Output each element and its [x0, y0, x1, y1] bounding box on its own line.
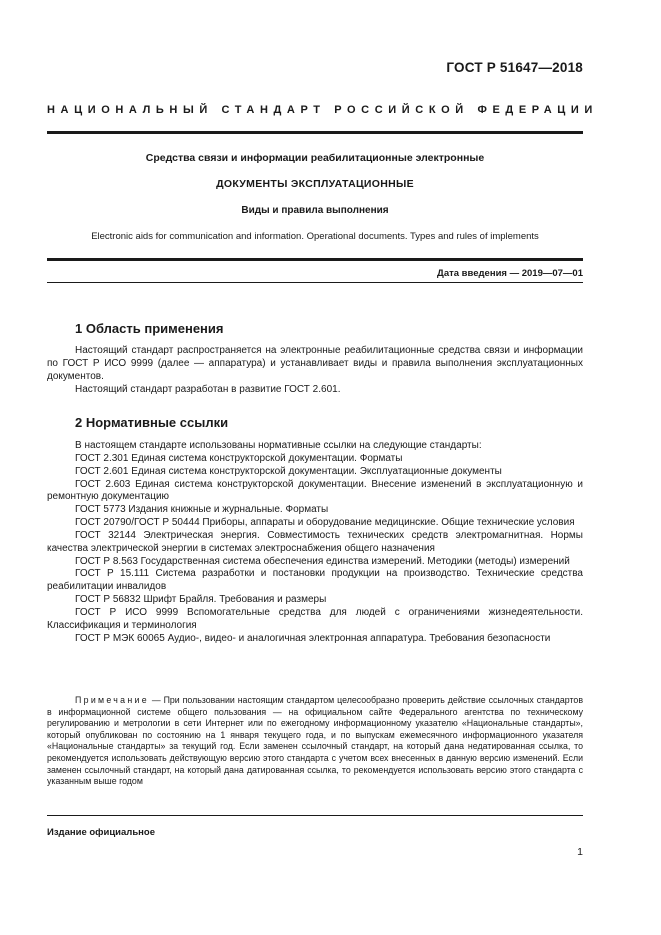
page-number: 1	[577, 846, 583, 858]
reference-item: ГОСТ Р ИСО 9999 Вспомогательные средства для людей с ограничениями жизнедеятельности. Классификация и терминология	[47, 606, 583, 631]
reference-item: ГОСТ 2.301 Единая система конструкторской документации. Форматы	[75, 452, 403, 464]
title-rule	[47, 258, 583, 261]
reference-item: ГОСТ Р 15.111 Система разработки и постановки продукции на производство. Технические средства реабилитации инвалидов	[47, 568, 583, 593]
english-title: Electronic aids for communication and information. Operational documents. Types and rules of implements	[91, 231, 539, 242]
reference-item: ГОСТ 5773 Издания книжные и журнальные. Форматы	[75, 504, 329, 516]
note-paragraph	[47, 695, 583, 788]
reference-item: ГОСТ Р МЭК 60065 Аудио-, видео- и аналогичная электронная аппаратура. Требования безопасности	[75, 632, 551, 644]
date-rule	[47, 282, 583, 283]
document-number: ГОСТ Р 51647—2018	[446, 60, 583, 75]
introduction-date: Дата введения — 2019—07—01	[437, 268, 583, 279]
reference-item: ГОСТ Р 56832 Шрифт Брайля. Требования и размеры	[75, 594, 327, 606]
reference-item: ГОСТ 2.603 Единая система конструкторской документации. Внесение изменений в эксплуатационную и ремонтную документацию	[47, 478, 583, 503]
document-type-title: ДОКУМЕНТЫ ЭКСПЛУАТАЦИОННЫЕ	[216, 178, 414, 190]
section-1-heading: 1 Область применения	[75, 321, 224, 336]
reference-item: ГОСТ 20790/ГОСТ Р 50444 Приборы, аппараты и оборудование медицинские. Общие технические условия	[75, 517, 575, 529]
note-text: — При пользовании настоящим стандартом целесообразно проверить действие ссылочных стандартов в информационной системе общего пользования — на официальном сайте Федерального агентства по техническому регулированию и метрологии в сети Интернет или по ежегодному информационному указателю «Национальные стандарты», который опубликован по состоянию на 1 января текущего года, и по выпускам ежемесячного информационного указателя «Национальные стандарты» за текущий год. Если заменен ссылочный стандарт, на который дана недатированная ссылка, то рекомендуется использовать действующую версию этого стандарта с учетом всех внесенных в данную версию изменений. Если заменен ссылочный стандарт, на который дана датированная ссылка, то рекомендуется использовать версию этого стандарта с указанным выше годом	[47, 695, 583, 787]
reference-item: ГОСТ 2.601 Единая система конструкторской документации. Эксплуатационные документы	[75, 465, 502, 477]
reference-item: ГОСТ 32144 Электрическая энергия. Совместимость технических средств электромагнитная. Нормы качества электрической энергии в системах электроснабжения общего назначения	[47, 529, 583, 554]
national-standard-title: НАЦИОНАЛЬНЫЙ СТАНДАРТ РОССИЙСКОЙ ФЕДЕРАЦИИ	[47, 104, 598, 116]
section-2-body	[47, 440, 583, 646]
header-rule	[47, 131, 583, 134]
official-edition-label: Издание официальное	[47, 827, 155, 838]
reference-item: ГОСТ Р 8.563 Государственная система обеспечения единства измерений. Методики (методы) измерений	[75, 555, 570, 567]
paragraph: В настоящем стандарте использованы нормативные ссылки на следующие стандарты:	[75, 440, 482, 451]
document-kind-title: Виды и правила выполнения	[241, 205, 389, 216]
footer-rule	[47, 815, 583, 816]
paragraph: Настоящий стандарт разработан в развитие ГОСТ 2.601.	[75, 383, 341, 395]
section-2-heading: 2 Нормативные ссылки	[75, 415, 229, 430]
document-page	[47, 0, 598, 935]
paragraph: Настоящий стандарт распространяется на электронные реабилитационные средства связи и информации по ГОСТ Р ИСО 9999 (далее — аппаратура) и устанавливает виды и правила выполнения эксплуатационных документов.	[47, 345, 583, 382]
standard-subtitle: Средства связи и информации реабилитационные электронные	[145, 152, 485, 164]
section-1-body	[47, 345, 583, 396]
note-block	[47, 695, 583, 788]
note-label: Примечание	[75, 695, 149, 705]
